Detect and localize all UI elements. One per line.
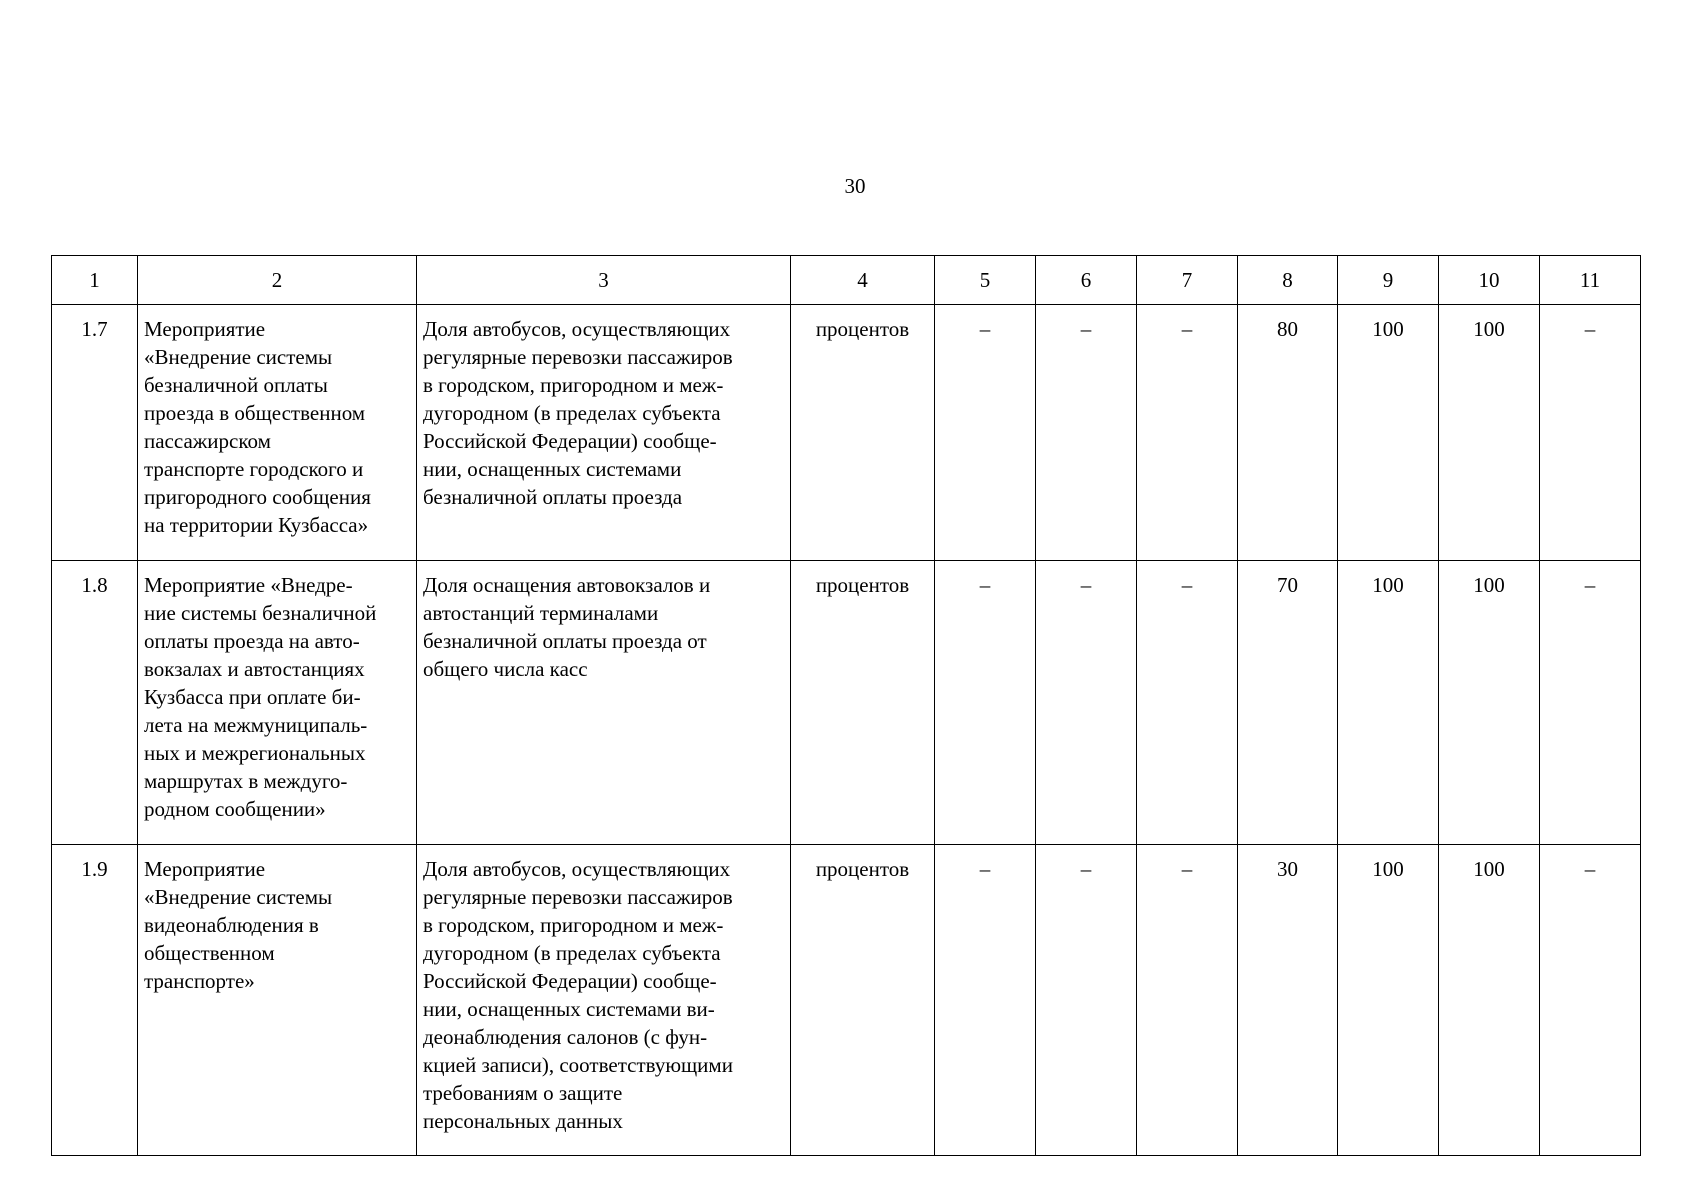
row-number-cell: 1.8 xyxy=(52,561,138,845)
header-cell: 8 xyxy=(1238,256,1338,305)
indicator-text: Доля автобусов, осуществляющих регулярные перевозки пассажиров в городском, пригородном и меж- дугородном (в пределах субъекта Российской Федерации) сообще- нии, оснащенных системами ви- деонаблюдения салонов (с фун- кцией записи), соответствующими требованиям о защите персональных данных xyxy=(423,857,733,1133)
value-cell-9: 100 xyxy=(1338,845,1439,1156)
value-cell-5: – xyxy=(935,845,1036,1156)
value-cell-11: – xyxy=(1540,305,1641,561)
unit-cell: процентов xyxy=(791,305,935,561)
unit-cell: процентов xyxy=(791,561,935,845)
value-cell-7: – xyxy=(1137,305,1238,561)
value-cell-6: – xyxy=(1036,561,1137,845)
value-cell-5: – xyxy=(935,561,1036,845)
unit-cell: процентов xyxy=(791,845,935,1156)
header-cell: 6 xyxy=(1036,256,1137,305)
value-cell-5: – xyxy=(935,305,1036,561)
value-cell-9: 100 xyxy=(1338,561,1439,845)
activity-text: Мероприятие «Внедрение системы видеонаблюдения в общественном транспорте» xyxy=(144,857,333,993)
table-row xyxy=(52,845,1641,1156)
indicator-cell xyxy=(417,305,791,561)
table-row xyxy=(52,305,1641,561)
indicator-cell xyxy=(417,845,791,1156)
value-cell-8: 70 xyxy=(1238,561,1338,845)
indicator-text: Доля автобусов, осуществляющих регулярные перевозки пассажиров в городском, пригородном и меж- дугородном (в пределах субъекта Российской Федерации) сообще- нии, оснащенных системами безналичной оплаты проезда xyxy=(423,317,733,509)
value-cell-11: – xyxy=(1540,845,1641,1156)
header-cell: 1 xyxy=(52,256,138,305)
header-cell: 9 xyxy=(1338,256,1439,305)
header-cell: 10 xyxy=(1439,256,1540,305)
value-cell-11: – xyxy=(1540,561,1641,845)
value-cell-7: – xyxy=(1137,845,1238,1156)
header-cell: 4 xyxy=(791,256,935,305)
table-header-row xyxy=(52,256,1641,305)
header-cell: 5 xyxy=(935,256,1036,305)
row-number-cell: 1.9 xyxy=(52,845,138,1156)
row-number-cell: 1.7 xyxy=(52,305,138,561)
header-cell: 2 xyxy=(138,256,417,305)
header-cell: 3 xyxy=(417,256,791,305)
indicator-text: Доля оснащения автовокзалов и автостанций терминалами безналичной оплаты проезда от общего числа касс xyxy=(423,573,711,681)
activity-text: Мероприятие «Внедрение системы безналичной оплаты проезда в общественном пассажирском транспорте городского и пригородного сообщения на территории Кузбасса» xyxy=(144,317,371,537)
value-cell-7: – xyxy=(1137,561,1238,845)
indicator-cell xyxy=(417,561,791,845)
value-cell-10: 100 xyxy=(1439,305,1540,561)
activity-cell xyxy=(138,305,417,561)
value-cell-6: – xyxy=(1036,845,1137,1156)
value-cell-8: 80 xyxy=(1238,305,1338,561)
header-cell: 7 xyxy=(1137,256,1238,305)
activity-cell xyxy=(138,561,417,845)
indicators-table xyxy=(51,255,1641,1156)
page-number: 30 xyxy=(844,174,866,198)
table-row xyxy=(52,561,1641,845)
header-cell: 11 xyxy=(1540,256,1641,305)
value-cell-10: 100 xyxy=(1439,561,1540,845)
value-cell-6: – xyxy=(1036,305,1137,561)
activity-text: Мероприятие «Внедре- ние системы безналичной оплаты проезда на авто- вокзалах и автостанциях Кузбасса при оплате би- лета на межмуниципаль- ных и межрегиональных маршрутах в междуго- родном сообщении» xyxy=(144,573,377,821)
value-cell-10: 100 xyxy=(1439,845,1540,1156)
value-cell-8: 30 xyxy=(1238,845,1338,1156)
activity-cell xyxy=(138,845,417,1156)
value-cell-9: 100 xyxy=(1338,305,1439,561)
